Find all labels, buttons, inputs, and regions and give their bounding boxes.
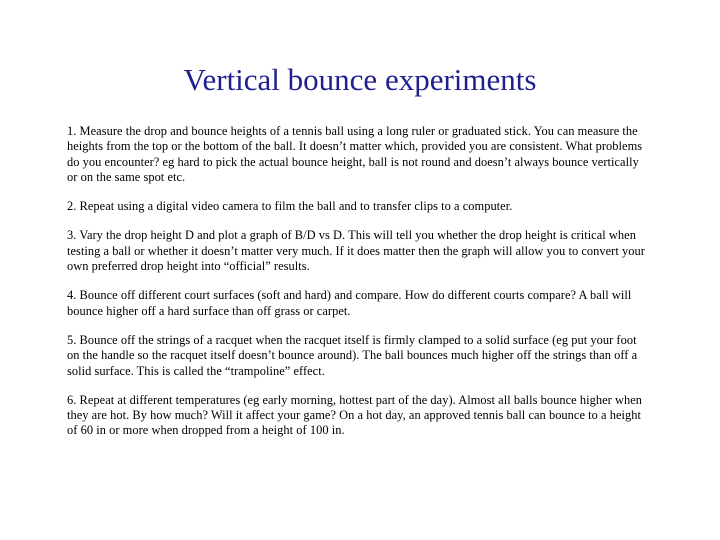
experiment-item-5: 5. Bounce off the strings of a racquet when the racquet itself is firmly clamped to a solid surface (eg put your foot on the handle so the racquet itself doesn’t bounce around). The ball bounces much higher off the strings than off a solid surface. This is called the “trampoline” effect. <box>67 332 638 378</box>
experiment-item-6: 6. Repeat at different temperatures (eg early morning, hottest part of the day). Almost all balls bounce higher when they are hot. By how much? Will it affect your game? On a hot day, an approved tennis ball can bounce to a height of 60 in or more when dropped from a height of 100 in. <box>67 392 643 438</box>
experiment-item-3: 3. Vary the drop height D and plot a graph of B/D vs D. This will tell you whether the drop height is critical when testing a ball or whether it doesn’t matter very much. If it does matter then the graph will allow you to convert your own preferred drop height into “official” results. <box>67 228 645 274</box>
experiment-list <box>67 124 652 453</box>
experiment-item-2: 2. Repeat using a digital video camera to film the ball and to transfer clips to a computer. <box>67 199 513 214</box>
slide-title: Vertical bounce experiments <box>183 62 537 97</box>
experiment-item-4: 4. Bounce off different court surfaces (soft and hard) and compare. How do different courts compare? A ball will bounce higher off a hard surface than off grass or carpet. <box>67 288 632 318</box>
experiment-item-1: 1. Measure the drop and bounce heights of a tennis ball using a long ruler or graduated stick. You can measure the heights from the top or the bottom of the ball. It doesn’t matter which, provided you are consistent. What problems do you encounter? eg hard to pick the actual bounce height, ball is not round and doesn’t always bounce vertically or on the same spot etc. <box>67 124 643 184</box>
